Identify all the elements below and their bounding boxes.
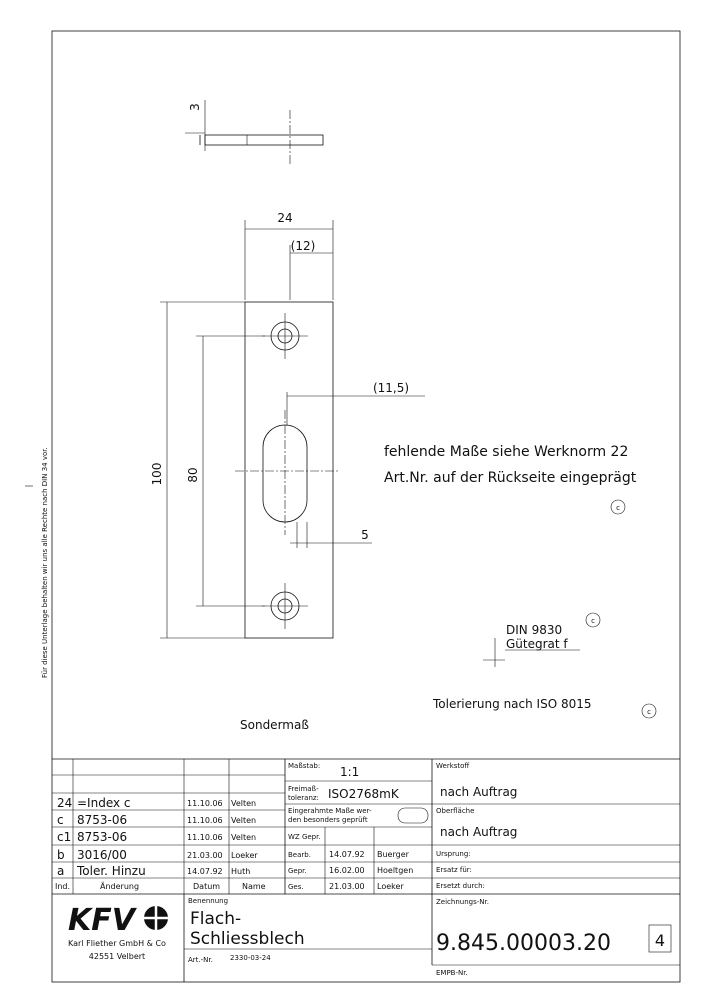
note-din-9830: DIN 9830 bbox=[506, 623, 563, 637]
rev-index: c bbox=[57, 813, 64, 827]
side-view bbox=[185, 100, 323, 165]
c-symbol-label-3: c bbox=[647, 708, 651, 716]
ersatz-fuer-label: Ersatz für: bbox=[436, 866, 472, 874]
dim-height-line bbox=[160, 302, 245, 638]
gepr-date: 16.02.00 bbox=[329, 866, 365, 875]
company-name: Karl Fliether GmbH & Co bbox=[68, 939, 166, 948]
tolerance-label-2: toleranz: bbox=[288, 794, 319, 802]
dim-slot-width: 5 bbox=[361, 528, 369, 542]
bearb-name: Buerger bbox=[377, 850, 409, 859]
scale-label: Maßstab: bbox=[288, 762, 321, 770]
rev-header-change: Änderung bbox=[100, 882, 140, 891]
sheet-index: 4 bbox=[654, 931, 666, 950]
dim-half-width: (12) bbox=[290, 239, 316, 253]
oberflaeche-value: nach Auftrag bbox=[440, 825, 518, 839]
rev-index: 24 bbox=[57, 796, 73, 810]
rev-header-date: Datum bbox=[193, 882, 221, 891]
wz-label: WZ Gepr. bbox=[288, 833, 321, 841]
empb-label: EMPB-Nr. bbox=[436, 969, 468, 977]
c-symbol-label-1: c bbox=[616, 504, 620, 512]
dim-slot-offset-line bbox=[287, 392, 425, 425]
rev-change: 8753-06 bbox=[77, 830, 128, 844]
note-gutegrat: Gütegrat f bbox=[506, 637, 568, 651]
dim-width-line bbox=[245, 220, 333, 300]
zeichnungsnr-label: Zeichnungs-Nr. bbox=[436, 898, 489, 906]
note-special-dimension: Sondermaß bbox=[240, 718, 309, 732]
rev-index: b bbox=[57, 848, 65, 862]
rev-index: a bbox=[57, 864, 65, 878]
rev-change: Toler. Hinzu bbox=[77, 864, 146, 878]
rev-change: =Index c bbox=[77, 796, 131, 810]
werkstoff-label: Werkstoff bbox=[436, 762, 470, 770]
part-name-line-1: Flach- bbox=[190, 909, 242, 929]
oberflaeche-label: Oberfläche bbox=[436, 807, 475, 815]
framed-note-1: Eingerahmte Maße wer- bbox=[288, 807, 372, 815]
scale-value: 1:1 bbox=[340, 765, 360, 779]
part-name-line-2: Schliessblech bbox=[190, 929, 305, 949]
ges-name: Loeker bbox=[377, 882, 404, 891]
rev-name: Huth bbox=[231, 867, 251, 876]
rev-date: 11.10.06 bbox=[187, 833, 223, 842]
bearb-label: Bearb. bbox=[288, 851, 311, 859]
tolerance-label-1: Freimaß- bbox=[288, 785, 319, 793]
bearb-date: 14.07.92 bbox=[329, 850, 365, 859]
rev-name: Loeker bbox=[231, 851, 258, 860]
revision-row-a bbox=[57, 864, 250, 878]
rev-date: 14.07.92 bbox=[187, 867, 223, 876]
rev-name: Velten bbox=[231, 833, 257, 842]
company-city: 42551 Velbert bbox=[88, 952, 146, 961]
dim-thickness: 3 bbox=[188, 103, 202, 111]
werkstoff-value: nach Auftrag bbox=[440, 785, 518, 799]
dim-overall-height: 100 bbox=[150, 462, 164, 486]
company-logo bbox=[68, 903, 168, 938]
gepr-label: Gepr. bbox=[288, 867, 307, 875]
drawing-frame bbox=[52, 31, 680, 982]
note-missing-dimensions: fehlende Maße siehe Werknorm 22 bbox=[384, 444, 629, 460]
revision-row-b bbox=[57, 848, 258, 862]
rev-header-name: Name bbox=[242, 882, 266, 891]
rev-change: 8753-06 bbox=[77, 813, 128, 827]
ersetzt-durch-label: Ersetzt durch: bbox=[436, 882, 485, 890]
gepr-name: Hoeltgen bbox=[377, 866, 414, 875]
rev-index: c1 bbox=[57, 830, 72, 844]
dim-slot-offset: (11,5) bbox=[372, 381, 410, 395]
rev-name: Velten bbox=[231, 799, 257, 808]
revision-row-c bbox=[57, 813, 256, 827]
rights-note: Für diese Unterlage behalten wir uns alle Rechte nach DIN 34 vor. bbox=[41, 447, 49, 678]
dim-width: 24 bbox=[277, 211, 293, 225]
revision-row-24 bbox=[57, 796, 256, 810]
strike-plate-front-view bbox=[235, 302, 340, 638]
rev-date: 11.10.06 bbox=[187, 816, 223, 825]
ges-date: 21.03.00 bbox=[329, 882, 365, 891]
rev-date: 21.03.00 bbox=[187, 851, 223, 860]
dim-slot-width-line bbox=[290, 522, 372, 548]
rev-header-index: Ind. bbox=[55, 882, 71, 891]
rev-name: Velten bbox=[231, 816, 257, 825]
ursprung-label: Ursprung: bbox=[436, 850, 471, 858]
revision-row-c1 bbox=[57, 830, 256, 844]
ges-label: Ges. bbox=[288, 883, 304, 891]
artnr-value: 2330-03-24 bbox=[230, 954, 271, 962]
dim-hole-spacing: 80 bbox=[186, 467, 200, 483]
logo-text: KFV bbox=[68, 903, 135, 938]
benennung-label: Benennung bbox=[188, 897, 229, 905]
drawing-number: 9.845.00003.20 bbox=[436, 931, 611, 956]
rev-change: 3016/00 bbox=[77, 848, 127, 862]
rev-date: 11.10.06 bbox=[187, 799, 223, 808]
artnr-label: Art.-Nr. bbox=[188, 956, 213, 964]
note-article-number: Art.Nr. auf der Rückseite eingeprägt bbox=[384, 470, 637, 486]
framed-note-2: den besonders geprüft bbox=[288, 816, 368, 824]
tolerance-value: ISO2768mK bbox=[328, 787, 399, 801]
c-symbol-label-2: c bbox=[591, 617, 595, 625]
note-tolerance: Tolerierung nach ISO 8015 bbox=[433, 697, 592, 711]
